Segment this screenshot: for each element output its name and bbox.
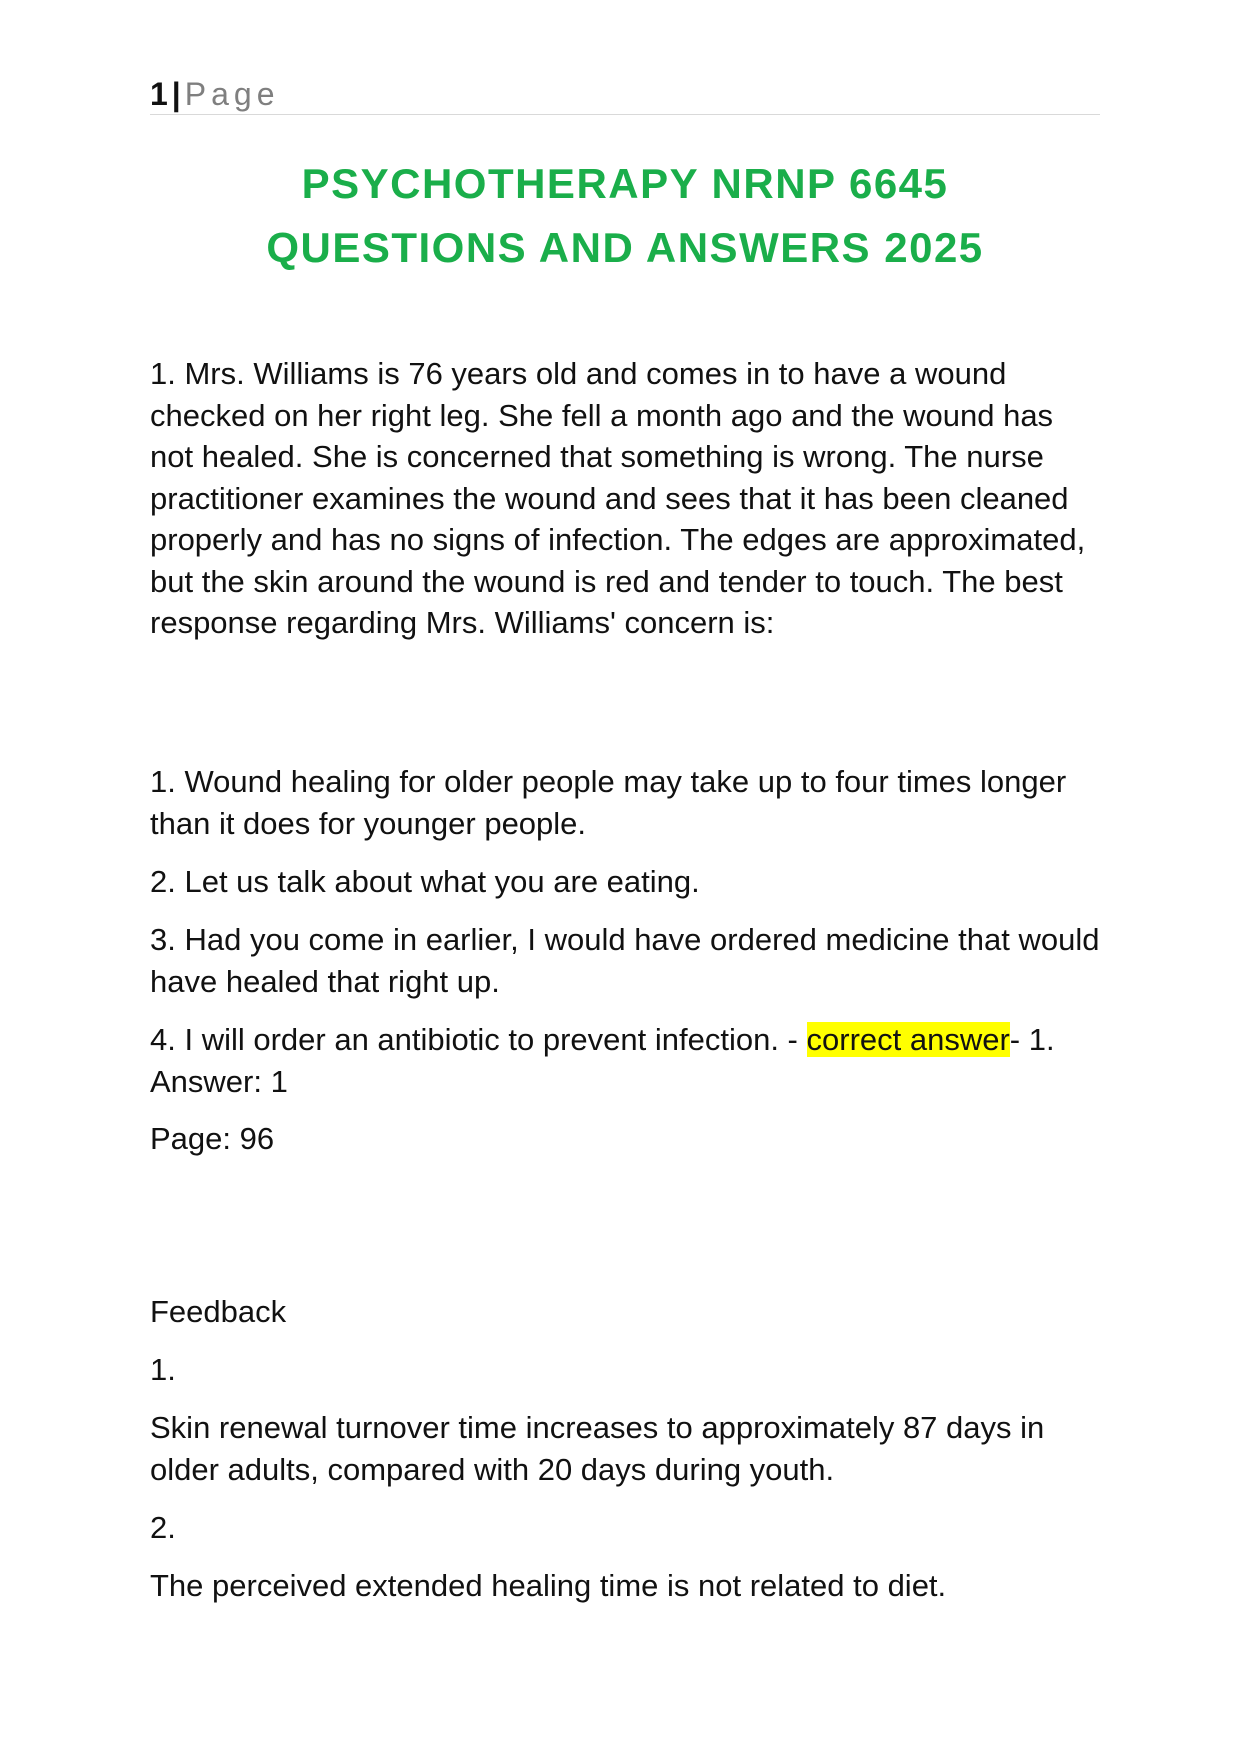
feedback-item-1-text: Skin renewal turnover time increases to approximately 87 days in older adults, compared with 20 days during youth. (150, 1410, 1045, 1487)
header-separator: | (171, 76, 181, 112)
document-title (150, 152, 1100, 280)
title-line-2: QUESTIONS AND ANSWERS 2025 (266, 224, 984, 271)
correct-answer-highlight: correct answer (806, 1022, 1010, 1057)
answer-option-4 (150, 1019, 1100, 1102)
feedback-heading: Feedback (150, 1294, 287, 1329)
page-word: Page (184, 76, 280, 112)
question-text: 1. Mrs. Williams is 76 years old and comes in to have a wound checked on her right leg. She fell a month ago and the wound has not healed. She is concerned that something is wrong. The nurse practitioner examines the wound and sees that it has been cleaned properly and has no signs of infection. The edges are approximated, but the skin around the wound is red and tender to touch. The best response regarding Mrs. Williams' concern is: (150, 356, 1086, 640)
answer-option-2: 2. Let us talk about what you are eating. (150, 864, 700, 899)
feedback-item-2-text: The perceived extended healing time is not related to diet. (150, 1568, 947, 1603)
page-reference: Page: 96 (150, 1121, 275, 1156)
answer-key: - 1. Answer: 1 (150, 1022, 1055, 1099)
page-header (150, 74, 1100, 115)
feedback-item-1-number: 1. (150, 1352, 176, 1387)
answer-option-4-text: 4. I will order an antibiotic to prevent infection. - (150, 1022, 807, 1057)
answer-option-1: 1. Wound healing for older people may take up to four times longer than it does for younger people. (150, 764, 1067, 841)
answer-option-3: 3. Had you come in earlier, I would have ordered medicine that would have healed that right up. (150, 922, 1100, 999)
feedback-item-2-number: 2. (150, 1510, 176, 1545)
page-number: 1 (150, 76, 168, 112)
title-line-1: PSYCHOTHERAPY NRNP 6645 (301, 160, 949, 207)
